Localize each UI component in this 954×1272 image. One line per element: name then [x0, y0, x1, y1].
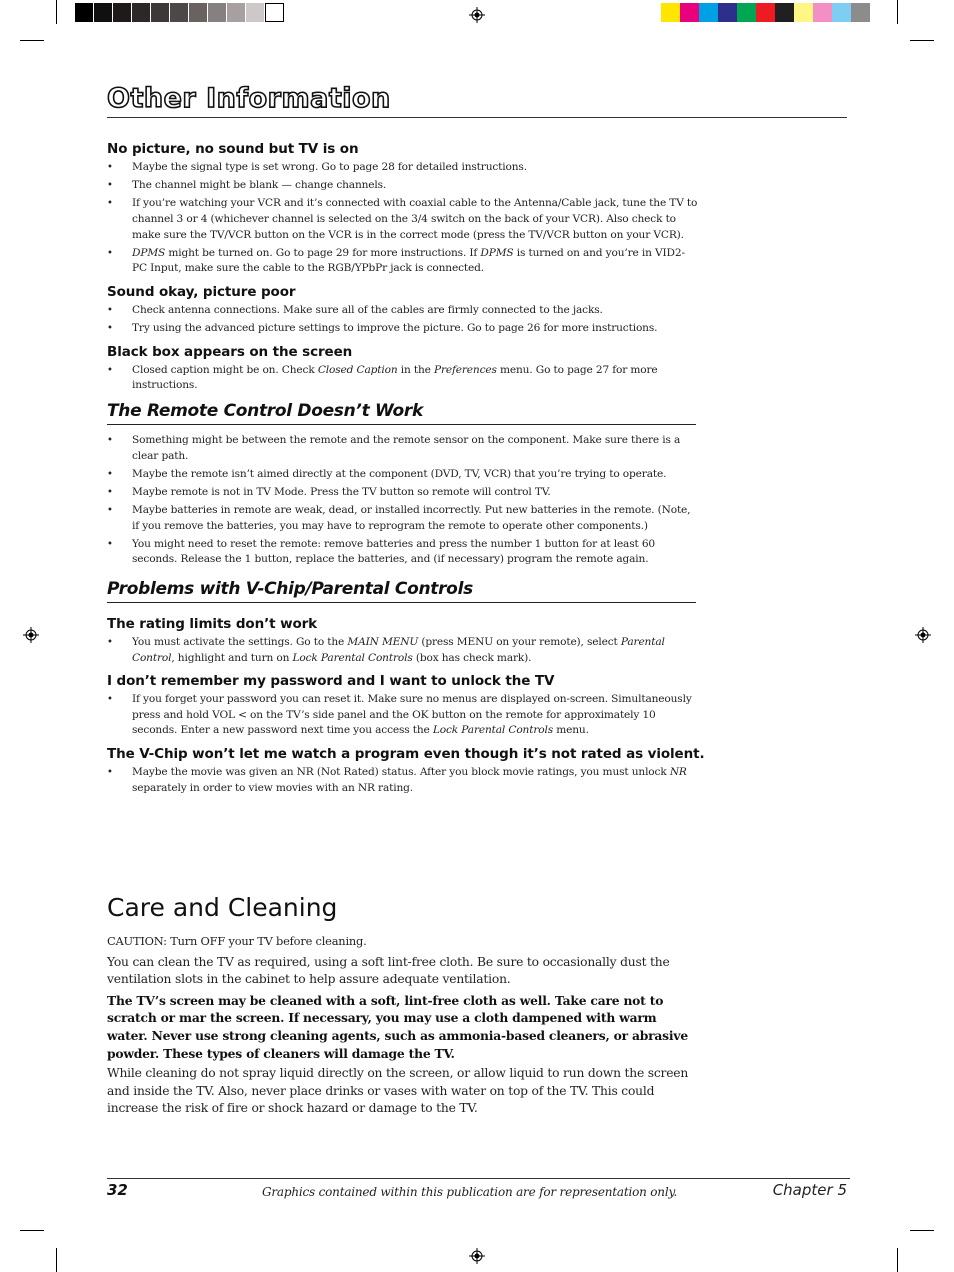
password-group — [107, 672, 699, 739]
color-swatch — [832, 3, 851, 22]
subheading: Black box appears on the screen — [107, 343, 353, 360]
list-item — [107, 692, 699, 739]
page-title: Other Information — [107, 83, 391, 114]
text-run: separately in order to view movies with an NR rating. — [132, 781, 413, 794]
text-run: , highlight and turn on — [171, 651, 293, 664]
color-swatch-bar — [661, 3, 870, 22]
italic-term: DPMS — [132, 246, 166, 259]
text-run: Closed caption might be on. Check — [132, 363, 318, 376]
list-item — [107, 363, 699, 394]
caution-text: CAUTION: Turn OFF your TV before cleaning. — [107, 934, 367, 948]
crop-mark — [20, 40, 44, 41]
crop-mark — [20, 1230, 44, 1231]
color-swatch — [75, 3, 94, 22]
text-run: menu. Go to page 27 for more instructions. — [132, 363, 658, 392]
list-item — [107, 765, 699, 796]
italic-term: Lock Parental Controls — [432, 724, 554, 737]
bullet-list — [107, 635, 699, 666]
bold-paragraph: The TV’s screen may be cleaned with a soft, lint-free cloth as well. Take care not to scratch or mar the screen. If necessary, you may use a cloth dampened with warm water. Never use strong cleaning agents, such as ammonia-based cleaners, or abrasive powder. These types of cleaners will damage the TV. — [107, 992, 688, 1061]
italic-term: MAIN MENU — [347, 636, 419, 649]
chapter-label: Chapter 5 — [772, 1181, 847, 1199]
color-swatch — [208, 3, 227, 22]
color-swatch — [661, 3, 680, 22]
list-item: • Check antenna connections. Make sure all of the cables are firmly connected to the jacks. — [107, 303, 699, 319]
footer-rule — [107, 1178, 850, 1179]
color-swatch — [775, 3, 794, 22]
paragraph: You can clean the TV as required, using a soft lint-free cloth. Be sure to occasionally dust the ventilation slots in the cabinet to help assure adequate ventilation. — [107, 954, 670, 987]
bullet-list — [107, 765, 699, 796]
violent-group — [107, 745, 705, 796]
subheading: The rating limits don’t work — [107, 616, 318, 633]
troubleshooting-content — [107, 140, 705, 802]
bullet-list — [107, 433, 699, 568]
crop-mark — [897, 0, 898, 24]
bullet-list — [107, 303, 699, 337]
italic-term: NR — [669, 766, 687, 778]
sound-ok-group — [107, 283, 699, 337]
list-item: • Maybe remote is not in TV Mode. Press the TV button so remote will control TV. — [107, 485, 699, 501]
list-item: • You might need to reset the remote: remove batteries and press the number 1 button for at least 60 seconds. Release the 1 button, replace the batteries, and (if necessary) program the remote again. — [107, 537, 699, 568]
paragraph: While cleaning do not spray liquid directly on the screen, or allow liquid to run down the screen and inside the TV. Also, never place drinks or vases with water on top of the TV. This could increase the risk of fire or shock hazard or damage to the TV. — [107, 1066, 689, 1116]
color-swatch — [265, 3, 284, 22]
color-swatch — [680, 3, 699, 22]
color-swatch — [151, 3, 170, 22]
crop-mark — [56, 0, 57, 24]
text-run: Maybe the movie was given an NR (Not Rated) status. After you block movie ratings, you must unlock — [132, 766, 670, 778]
page-number: 32 — [107, 1181, 128, 1199]
crop-mark — [910, 40, 934, 41]
subheading: No picture, no sound but TV is on — [107, 141, 359, 157]
text-run: (press MENU on your remote), select — [418, 636, 621, 649]
text-run: might be turned on. Go to page 29 for more instructions. If — [165, 246, 481, 259]
text-run: (box has check mark). — [412, 651, 532, 664]
registration-mark-icon — [469, 1248, 485, 1264]
crop-mark — [897, 1248, 898, 1272]
text-run: in the — [397, 363, 434, 376]
color-swatch — [718, 3, 737, 22]
list-item: • Something might be between the remote and the remote sensor on the component. Make sure there is a clear path. — [107, 433, 699, 464]
registration-mark-icon — [23, 627, 39, 643]
list-item: • If you’re watching your VCR and it’s connected with coaxial cable to the Antenna/Cable jack, tune the TV to channel 3 or 4 (whichever channel is selected on the 3/4 switch on the back of your VCR). Also check to make sure the TV/VCR button on the VCR is in the correct mode (press the TV/VCR button on your VCR). — [107, 196, 699, 243]
list-item: • Maybe batteries in remote are weak, dead, or installed incorrectly. Put new batteries in the remote. (Note, if you remove the batteries, you may have to reprogram the remote to operate other components.) — [107, 503, 699, 534]
list-item: • Maybe the signal type is set wrong. Go to page 28 for detailed instructions. — [107, 160, 699, 176]
color-swatch — [94, 3, 113, 22]
list-item — [107, 635, 699, 666]
italic-term: Closed Caption — [317, 363, 398, 376]
color-swatch — [170, 3, 189, 22]
bullet-list — [107, 160, 699, 277]
color-swatch — [189, 3, 208, 22]
subheading: The V-Chip won’t let me watch a program even though it’s not rated as violent. — [107, 746, 705, 762]
italic-term: Preferences — [433, 363, 497, 376]
title-rule — [107, 117, 847, 118]
section-heading-remote: The Remote Control Doesn’t Work — [107, 400, 696, 425]
list-item — [107, 246, 699, 277]
color-swatch — [813, 3, 832, 22]
color-swatch — [756, 3, 775, 22]
color-swatch — [227, 3, 246, 22]
italic-term: Parental Control — [132, 636, 665, 664]
footer-note: Graphics contained within this publication are for representation only. — [262, 1185, 678, 1199]
italic-term: DPMS — [480, 246, 514, 259]
text-run: If you forget your password you can reset it. Make sure no menus are displayed on-screen. Simultaneously press and hold VOL < on the TV’s side panel and the OK button on the remote for approximately 10 seconds. Enter a new password next time you access the — [132, 693, 692, 737]
section-heading-vchip: Problems with V-Chip/Parental Controls — [107, 578, 696, 603]
italic-term: Lock Parental Controls — [292, 651, 413, 664]
text-run: You must activate the settings. Go to the — [132, 636, 348, 649]
crop-mark — [56, 1248, 57, 1272]
subheading: I don’t remember my password and I want to unlock the TV — [107, 673, 555, 690]
crop-mark — [910, 1230, 934, 1231]
registration-mark-icon — [469, 7, 485, 23]
color-swatch — [246, 3, 265, 22]
list-item: • The channel might be blank — change channels. — [107, 178, 699, 194]
bullet-list — [107, 363, 699, 394]
color-swatch — [794, 3, 813, 22]
text-run: is turned on and you’re in VID2-PC Input, make sure the cable to the RGB/YPbPr jack is connected. — [132, 246, 685, 275]
color-swatch — [132, 3, 151, 22]
care-section — [107, 933, 692, 1121]
care-title: Care and Cleaning — [107, 893, 338, 922]
text-run: menu. — [553, 724, 589, 737]
list-item: • Maybe the remote isn’t aimed directly at the component (DVD, TV, VCR) that you’re trying to operate. — [107, 467, 699, 483]
registration-mark-icon — [915, 627, 931, 643]
color-swatch — [851, 3, 870, 22]
color-swatch — [699, 3, 718, 22]
grayscale-swatch-bar — [75, 3, 284, 22]
tv-on-group — [107, 140, 699, 277]
list-item: • Try using the advanced picture settings to improve the picture. Go to page 26 for more instructions. — [107, 321, 699, 337]
subheading: Sound okay, picture poor — [107, 283, 296, 300]
color-swatch — [737, 3, 756, 22]
bullet-list — [107, 692, 699, 739]
black-box-group — [107, 343, 699, 394]
rating-group — [107, 615, 699, 666]
color-swatch — [113, 3, 132, 22]
